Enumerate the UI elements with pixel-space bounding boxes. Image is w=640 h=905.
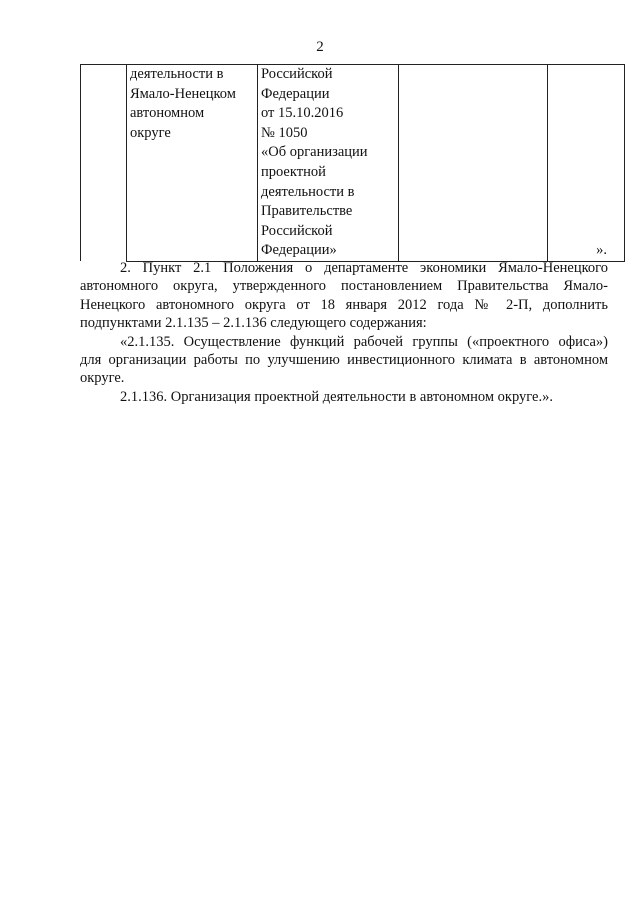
cell-text-line: от 15.10.2016: [261, 105, 344, 122]
table-cell-activity: [127, 65, 258, 262]
cell-text-line: деятельности в: [261, 183, 355, 200]
cell-text-line: Российской: [261, 66, 333, 82]
page-number: 2: [316, 39, 324, 55]
table-cell-number: [81, 65, 127, 262]
document-table: [80, 64, 625, 262]
cell-text-line: автономном: [130, 105, 205, 122]
cell-text-line: деятельности в: [130, 66, 224, 82]
paragraph-item-2-1-135: [80, 333, 608, 388]
cell-text-line: Российской: [261, 222, 333, 239]
table-row: [81, 65, 625, 262]
cell-text-line: «Об организации: [261, 144, 368, 161]
closing-quote: ».: [596, 242, 607, 258]
text-line: 2. Пункт 2.1 Положения о департаменте экономики Ямало-Ненецкого: [120, 260, 608, 276]
text-line: Ненецкого автономного округа от 18 января 2012 года № 2-П, дополнить: [80, 296, 608, 313]
cell-text-line: проектной: [261, 163, 326, 180]
text-line: округе.: [80, 370, 125, 387]
text-line: для организации работы по улучшению инвестиционного климата в автономном: [80, 352, 608, 369]
paragraph-item-2-1-136: [80, 388, 608, 406]
cell-text-line: округе: [130, 124, 171, 141]
text-line: «2.1.135. Осуществление функций рабочей группы («проектного офиса»): [120, 333, 608, 350]
cell-text-line: Ямало-Ненецком: [130, 85, 236, 102]
document-body: [80, 259, 608, 406]
cell-text-line: Федерации: [261, 85, 330, 102]
table-cell-legal-basis: [258, 65, 399, 262]
paragraph-amendment: [80, 259, 608, 333]
text-line: автономного округа, утвержденного постановлением Правительства Ямало-: [80, 278, 608, 295]
cell-text-line: № 1050: [261, 124, 308, 141]
cell-text-line: Правительстве: [261, 203, 353, 220]
text-line: подпунктами 2.1.135 – 2.1.136 следующего содержания:: [80, 315, 427, 332]
table-cell-empty: [548, 65, 625, 262]
text-line: 2.1.136. Организация проектной деятельности в автономном округе.».: [120, 388, 553, 405]
table-cell-empty: [399, 65, 548, 262]
cell-text-line: Федерации»: [261, 242, 337, 259]
